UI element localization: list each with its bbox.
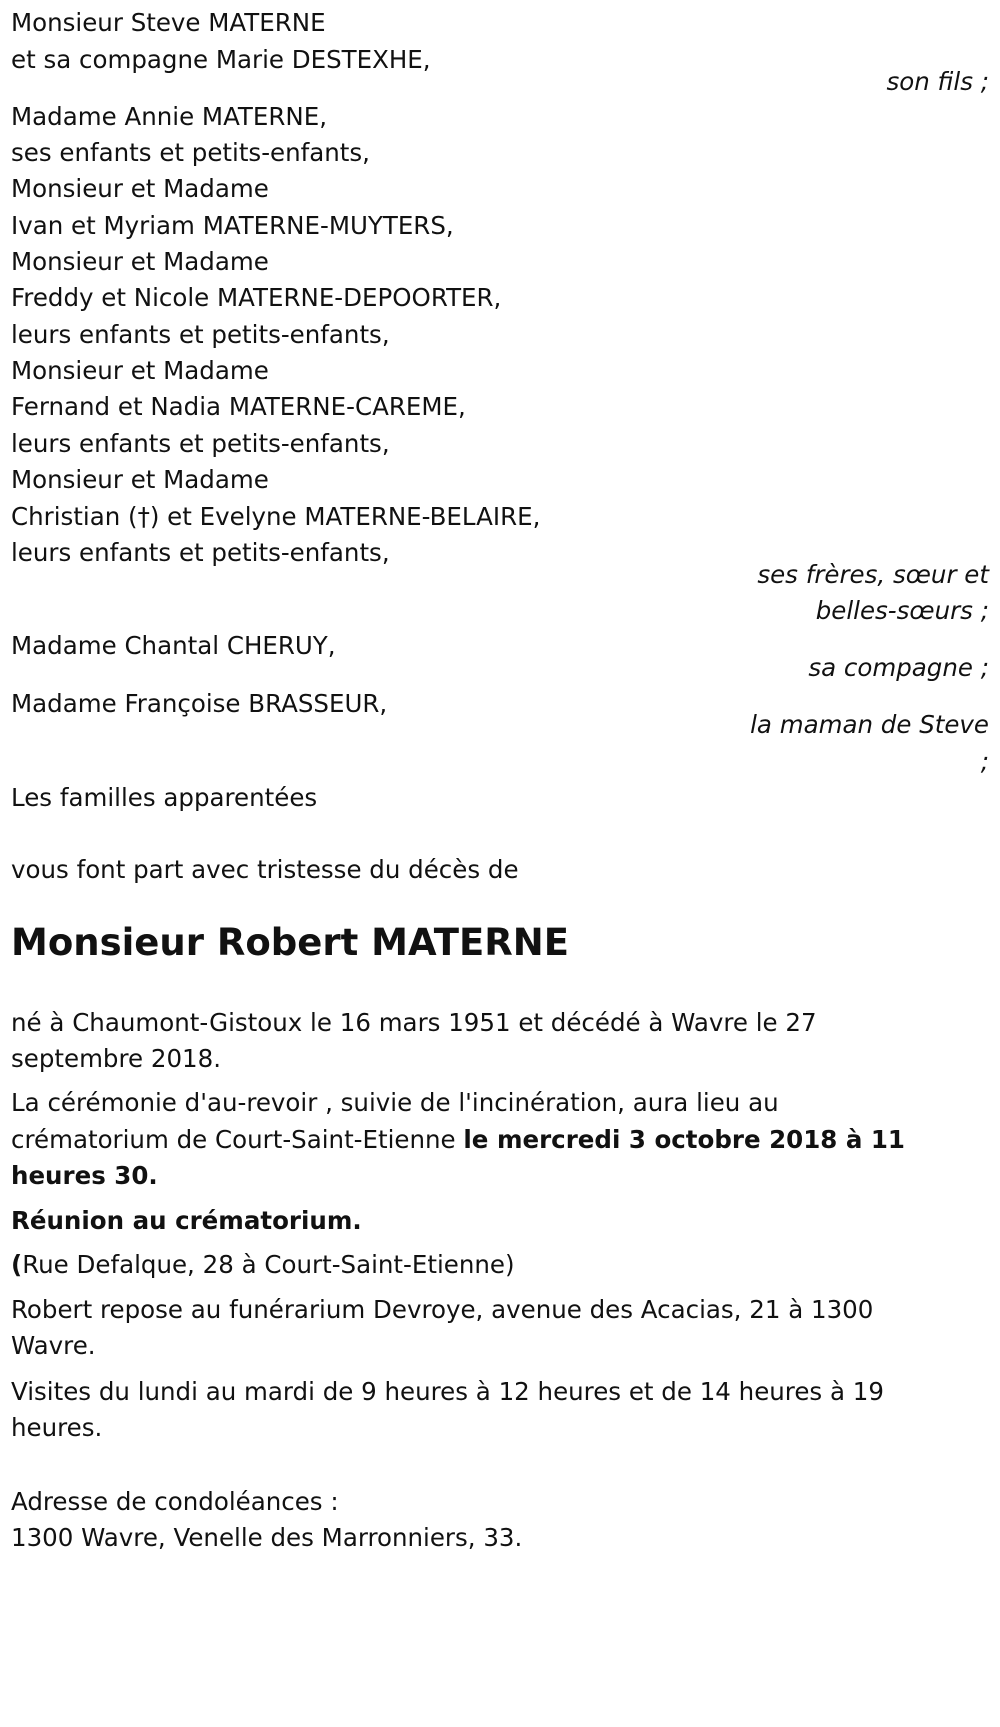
family-line: leurs enfants et petits-enfants, bbox=[11, 320, 390, 349]
relation-label: ; bbox=[980, 747, 989, 776]
family-line: Fernand et Nadia MATERNE-CAREME, bbox=[11, 392, 466, 421]
birth-death-line: né à Chaumont-Gistoux le 16 mars 1951 et décédé à Wavre le 27 bbox=[11, 1008, 817, 1037]
family-line: Les familles apparentées bbox=[11, 783, 318, 812]
visits-line: Visites du lundi au mardi de 9 heures à 12 heures et de 14 heures à 19 bbox=[11, 1377, 884, 1406]
ceremony-time: heures 30. bbox=[11, 1161, 158, 1190]
announcement-text: vous font part avec tristesse du décès de bbox=[11, 855, 519, 884]
ceremony-place: crématorium de Court-Saint-Etienne bbox=[11, 1125, 464, 1154]
family-line: ses enfants et petits-enfants, bbox=[11, 138, 370, 167]
family-line: leurs enfants et petits-enfants, bbox=[11, 429, 390, 458]
funerarium-line: Robert repose au funérarium Devroye, avenue des Acacias, 21 à 1300 bbox=[11, 1295, 874, 1324]
family-line: Christian (†) et Evelyne MATERNE-BELAIRE, bbox=[11, 502, 541, 531]
relation-label: belles-sœurs ; bbox=[815, 596, 989, 625]
relation-label: la maman de Steve bbox=[750, 710, 989, 739]
relation-label: son fils ; bbox=[886, 67, 989, 96]
address-line bbox=[11, 1245, 515, 1285]
family-line: leurs enfants et petits-enfants, bbox=[11, 538, 390, 567]
condolences-label: Adresse de condoléances : bbox=[11, 1487, 339, 1516]
visits-line: heures. bbox=[11, 1413, 103, 1442]
address-text: Rue Defalque, 28 à Court-Saint-Etienne) bbox=[22, 1250, 515, 1279]
deceased-name: Monsieur Robert MATERNE bbox=[11, 921, 569, 964]
address-paren: ( bbox=[11, 1250, 23, 1279]
family-line: et sa compagne Marie DESTEXHE, bbox=[11, 45, 431, 74]
condolences-address: 1300 Wavre, Venelle des Marronniers, 33. bbox=[11, 1523, 523, 1552]
family-line: Monsieur et Madame bbox=[11, 465, 269, 494]
family-line: Monsieur Steve MATERNE bbox=[11, 8, 326, 37]
family-line: Madame Françoise BRASSEUR, bbox=[11, 689, 388, 718]
birth-death-line: septembre 2018. bbox=[11, 1044, 222, 1073]
funerarium-line: Wavre. bbox=[11, 1331, 96, 1360]
ceremony-line bbox=[11, 1120, 905, 1160]
reunion-text: Réunion au crématorium. bbox=[11, 1206, 362, 1235]
family-line: Monsieur et Madame bbox=[11, 247, 269, 276]
family-line: Monsieur et Madame bbox=[11, 356, 269, 385]
family-line: Monsieur et Madame bbox=[11, 174, 269, 203]
family-line: Ivan et Myriam MATERNE-MUYTERS, bbox=[11, 211, 454, 240]
ceremony-datetime: le mercredi 3 octobre 2018 à 11 bbox=[463, 1125, 905, 1154]
ceremony-line: La cérémonie d'au-revoir , suivie de l'incinération, aura lieu au bbox=[11, 1088, 779, 1117]
relation-label: sa compagne ; bbox=[808, 653, 989, 682]
family-line: Madame Annie MATERNE, bbox=[11, 102, 327, 131]
relation-label: ses frères, sœur et bbox=[757, 560, 989, 589]
family-line: Madame Chantal CHERUY, bbox=[11, 631, 336, 660]
family-line: Freddy et Nicole MATERNE-DEPOORTER, bbox=[11, 283, 502, 312]
